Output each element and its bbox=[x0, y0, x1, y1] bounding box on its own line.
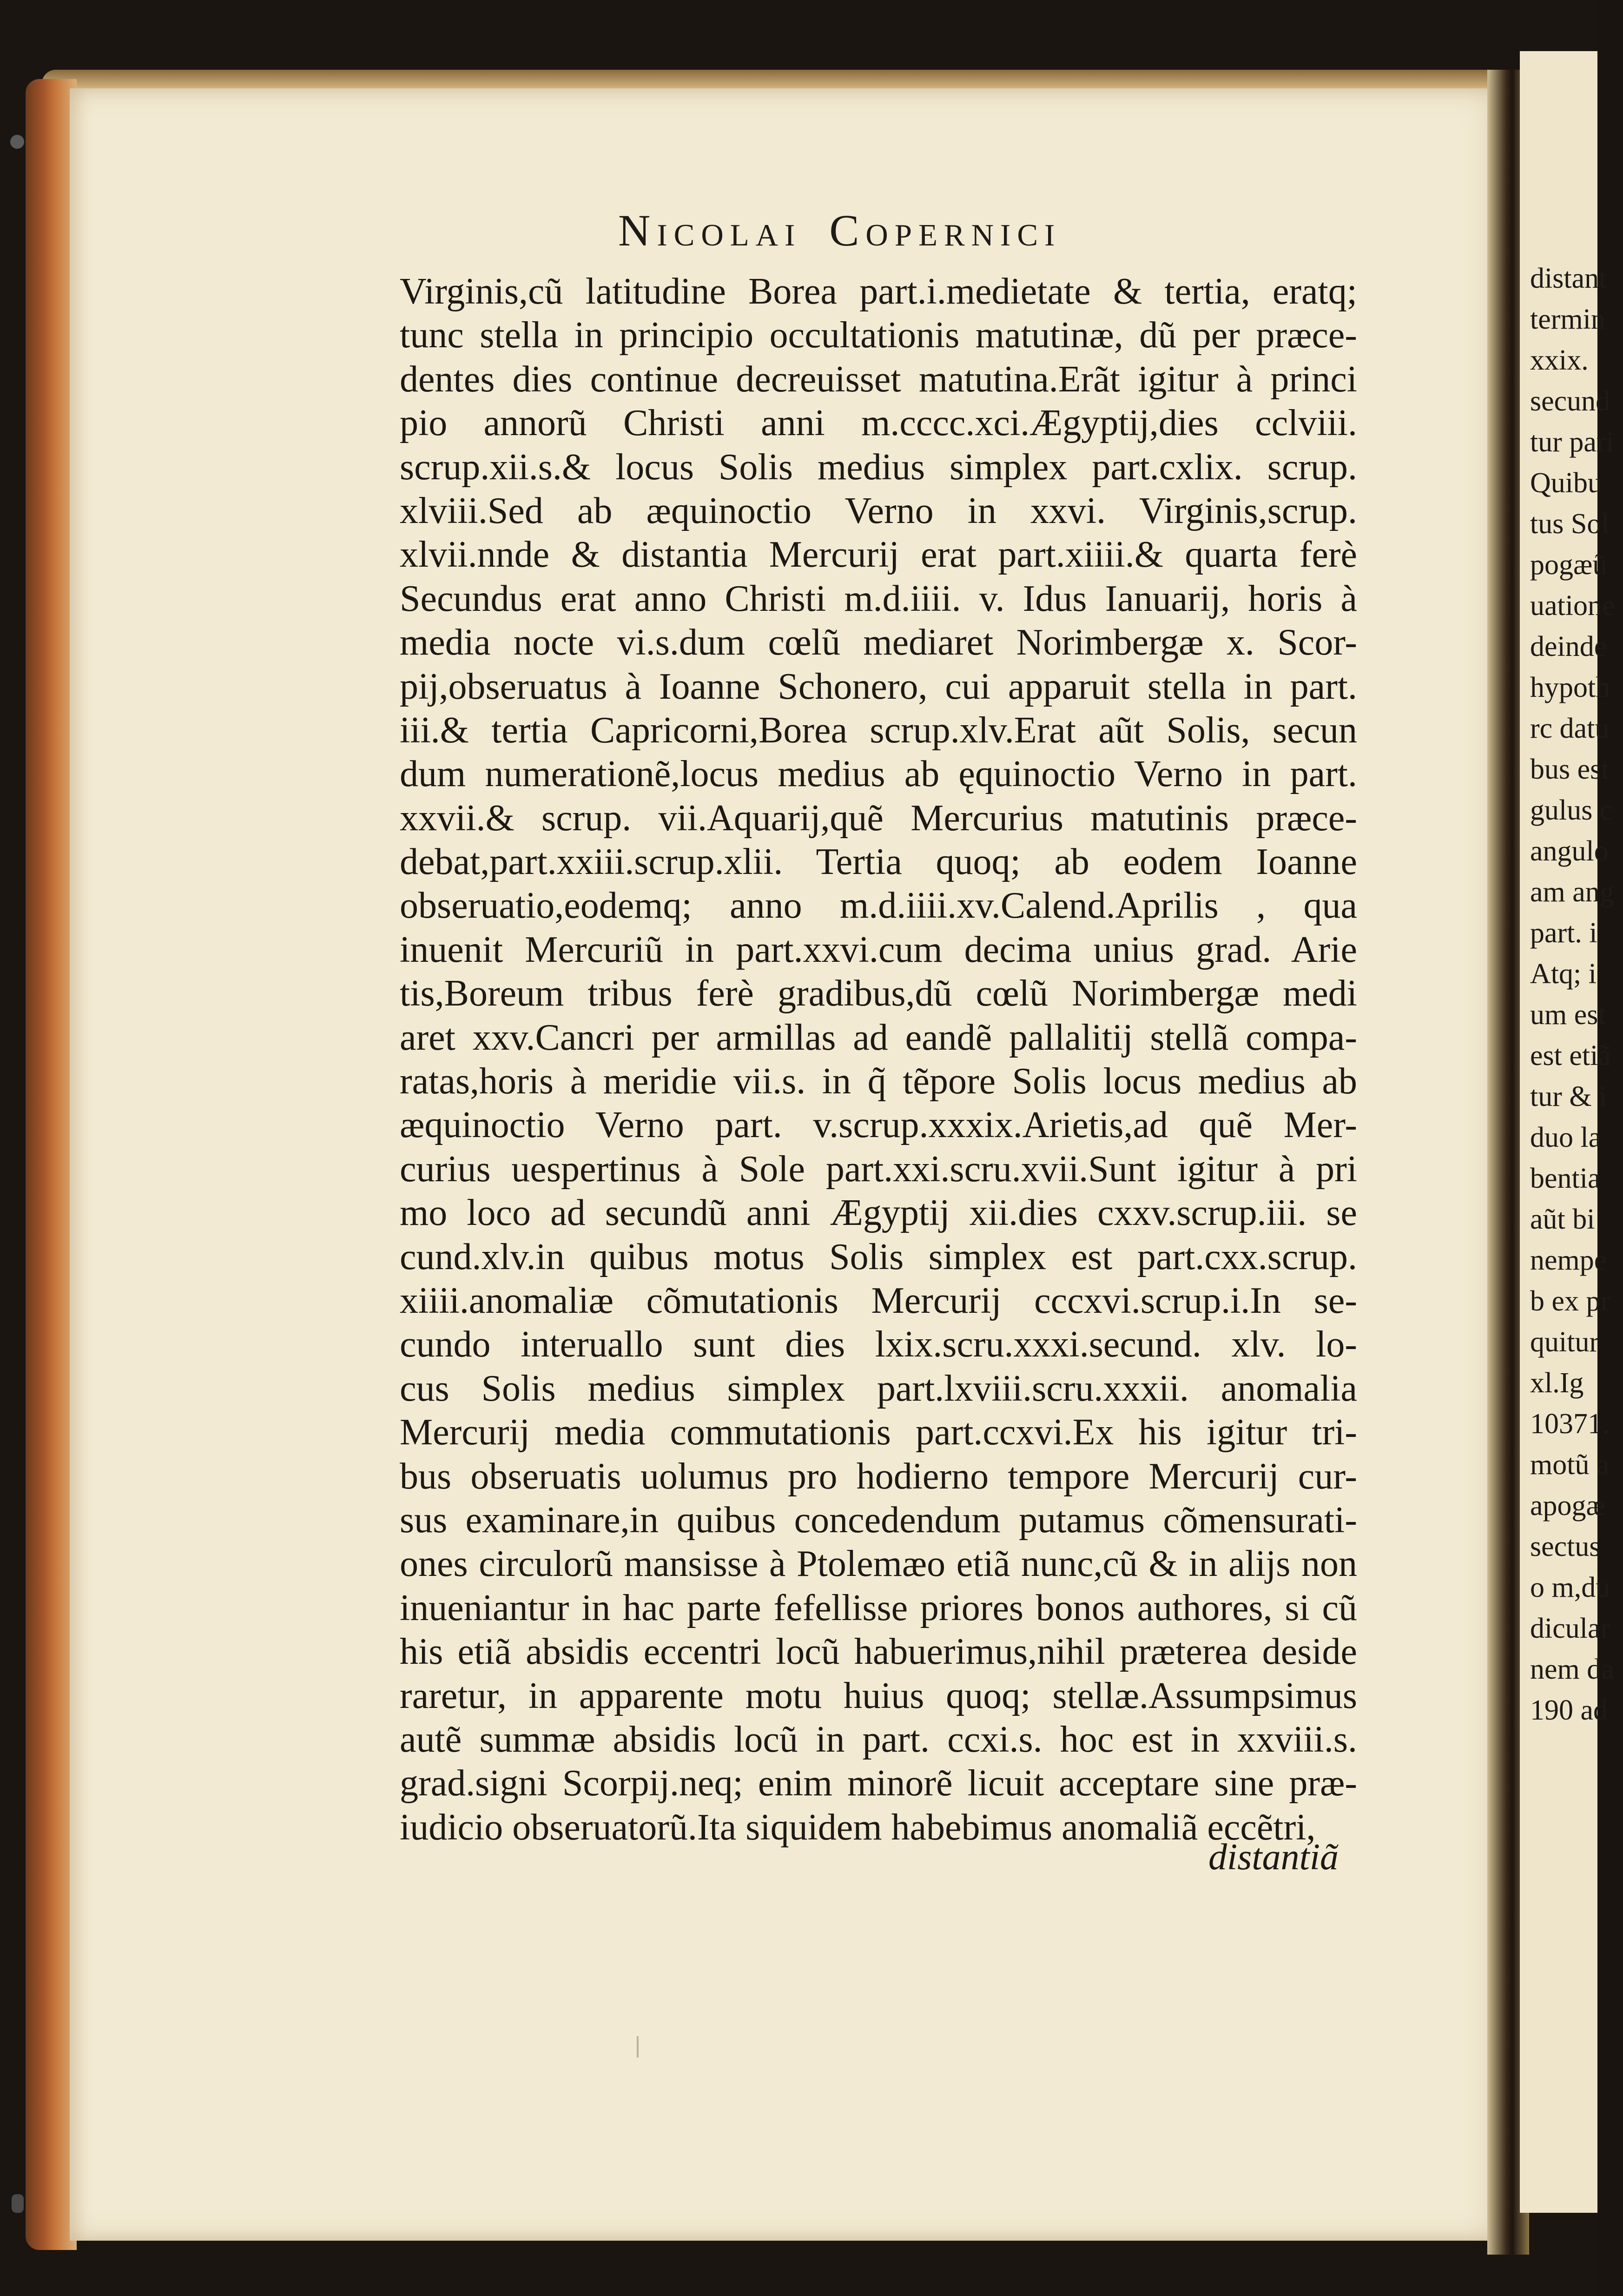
right-text-line: tur pari bbox=[1530, 426, 1614, 458]
text-line: pij,obseruatus à Ioanne Schonero, cui apparuit stella in part. bbox=[400, 666, 1357, 707]
right-text-line: nempe bbox=[1530, 1244, 1607, 1276]
right-text-line: deinde bbox=[1530, 631, 1607, 662]
right-text-line: apogæ bbox=[1530, 1490, 1605, 1522]
right-text-line: rc datu bbox=[1530, 713, 1610, 744]
text-line: xlviii.Sed ab æquinoctio Verno in xxvi. Virginis,scrup. bbox=[400, 490, 1357, 531]
right-text-line: b ex pr bbox=[1530, 1285, 1610, 1317]
running-head-word-2: Copernici bbox=[829, 205, 1062, 255]
text-line: tis,Boreum tribus ferè gradibus,dũ cœlũ Norimbergæ medi bbox=[400, 973, 1357, 1014]
right-page-text bbox=[1530, 258, 1623, 1731]
right-text-line: xl.Ig bbox=[1530, 1367, 1584, 1399]
right-text-line: est etiã bbox=[1530, 1040, 1611, 1072]
right-text-line: tus Sol bbox=[1530, 508, 1610, 540]
text-line: cus Solis medius simplex part.lxviii.scru.xxxii. anomalia bbox=[400, 1368, 1357, 1409]
main-text-block bbox=[400, 270, 1357, 1849]
right-text-line: 190 ad bbox=[1530, 1694, 1608, 1726]
right-text-line: hypoth bbox=[1530, 672, 1610, 703]
text-line: raretur, in apparente motu huius quoq; stellæ.Assumpsimus bbox=[400, 1675, 1357, 1716]
running-head-word-1: Nicolai bbox=[618, 205, 802, 255]
text-line: bus obseruatis uolumus pro hodierno tempore Mercurij cur- bbox=[400, 1456, 1357, 1497]
page-fore-edge bbox=[26, 79, 77, 2250]
right-text-line: pogæũ bbox=[1530, 549, 1607, 581]
right-text-line: um est bbox=[1530, 999, 1606, 1031]
text-line: obseruatio,eodemq; anno m.d.iiii.xv.Calend.Aprilis , qua bbox=[400, 885, 1357, 926]
text-line: iudicio obseruatorũ.Ita siquidem habebimus anomaliã eccẽtri, bbox=[400, 1806, 1316, 1848]
text-line: ratas,horis à meridie vii.s. in q̃ tẽpore Solis locus medius ab bbox=[400, 1061, 1357, 1102]
running-head bbox=[618, 205, 1176, 256]
text-line: Secundus erat anno Christi m.d.iiii. v. Idus Ianuarij, horis à bbox=[400, 578, 1357, 619]
right-text-line: duo la bbox=[1530, 1122, 1602, 1153]
right-text-line: distant bbox=[1530, 263, 1607, 294]
right-text-line: motũ a bbox=[1530, 1449, 1610, 1481]
text-line: cund.xlv.in quibus motus Solis simplex est part.cxx.scrup. bbox=[400, 1236, 1357, 1277]
text-line: cundo interuallo sunt dies lxix.scru.xxxi.secund. xlv. lo- bbox=[400, 1324, 1357, 1365]
text-line: sus examinare,in quibus concedendum putamus cõmensurati- bbox=[400, 1499, 1357, 1541]
right-text-line: bus est bbox=[1530, 754, 1610, 785]
text-line: scrup.xii.s.& locus Solis medius simplex part.cxlix. scrup. bbox=[400, 446, 1357, 488]
binding-mark-top bbox=[10, 135, 24, 149]
text-line: æquinoctio Verno part. v.scrup.xxxix.Arietis,ad quẽ Mer- bbox=[400, 1105, 1357, 1146]
text-line: pio annorũ Christi anni m.cccc.xci.Ægyptij,dies cclviii. bbox=[400, 403, 1357, 444]
right-text-line: part. i bbox=[1530, 917, 1597, 949]
text-line: aret xxv.Cancri per armillas ad eandẽ pallalitij stellã compa- bbox=[400, 1017, 1357, 1058]
text-line: dum numerationẽ,locus medius ab ęquinoctio Verno in part. bbox=[400, 754, 1357, 795]
text-line: ones circulorũ mansisse à Ptolemæo etiã nunc,cũ & in alijs non bbox=[400, 1543, 1357, 1585]
text-line: xxvii.& scrup. vii.Aquarij,quẽ Mercurius matutinis præce- bbox=[400, 797, 1357, 839]
right-text-line: aũt bi bbox=[1530, 1204, 1595, 1235]
right-text-line: Atq; i bbox=[1530, 958, 1597, 990]
right-text-line: uatione bbox=[1530, 590, 1615, 622]
text-line: Virginis,cũ latitudine Borea part.i.medietate & tertia, eratq; bbox=[400, 271, 1357, 312]
text-line: grad.signi Scorpij.neq; enim minorẽ licuit acceptare sine præ- bbox=[400, 1763, 1357, 1804]
text-line: dentes dies continue decreuisset matutina.Erãt igitur à princi bbox=[400, 358, 1357, 400]
right-text-line: dicular bbox=[1530, 1613, 1610, 1644]
right-text-line: am ang bbox=[1530, 876, 1614, 908]
binding-mark-bottom bbox=[12, 2194, 24, 2213]
right-text-line: termin bbox=[1530, 304, 1605, 335]
right-text-line: quitur bbox=[1530, 1326, 1599, 1358]
right-text-line: Quibu bbox=[1530, 467, 1602, 499]
right-text-line: bentia bbox=[1530, 1163, 1601, 1194]
text-line: inuenit Mercuriũ in part.xxvi.cum decima unius grad. Arie bbox=[400, 929, 1357, 970]
right-text-line: gulus c bbox=[1530, 794, 1613, 826]
right-text-line: angulo bbox=[1530, 835, 1609, 867]
text-line: autẽ summæ absidis locũ in part. ccxi.s. hoc est in xxviii.s. bbox=[400, 1719, 1357, 1760]
text-line: xiiii.anomaliæ cõmutationis Mercurij cccxvi.scrup.i.In se- bbox=[400, 1280, 1357, 1321]
text-line: tunc stella in principio occultationis matutinæ, dũ per præce- bbox=[400, 315, 1357, 356]
right-text-line: nem da bbox=[1530, 1654, 1614, 1685]
text-line: debat,part.xxiii.scrup.xlii. Tertia quoq; ab eodem Ioanne bbox=[400, 841, 1357, 883]
right-text-line: o m,du bbox=[1530, 1572, 1610, 1603]
text-line: inueniantur in hac parte fefellisse priores bonos authores, si cũ bbox=[400, 1587, 1357, 1628]
text-line: curius uespertinus à Sole part.xxi.scru.xvii.Sunt igitur à pri bbox=[400, 1148, 1357, 1190]
right-text-line: secund bbox=[1530, 385, 1610, 417]
right-text-line: xxix. bbox=[1530, 344, 1589, 376]
catchword: distantiã bbox=[1208, 1837, 1339, 1878]
paper-mark bbox=[637, 2036, 639, 2058]
right-text-line: tur & i bbox=[1530, 1081, 1607, 1112]
right-text-line: 10371. bbox=[1530, 1408, 1610, 1440]
text-line: Mercurij media commutationis part.ccxvi.Ex his igitur tri- bbox=[400, 1412, 1357, 1453]
right-text-line: sectus bbox=[1530, 1531, 1601, 1562]
text-line: xlvii.nnde & distantia Mercurij erat part.xiiii.& quarta ferè bbox=[400, 534, 1357, 576]
text-line: his etiã absidis eccentri locũ habuerimus,nihil præterea deside bbox=[400, 1631, 1357, 1673]
text-line: iii.& tertia Capricorni,Borea scrup.xlv.Erat aũt Solis, secun bbox=[400, 709, 1357, 751]
text-line: media nocte vi.s.dum cœlũ mediaret Norimbergæ x. Scor- bbox=[400, 622, 1357, 663]
text-line: mo loco ad secundũ anni Ægyptij xii.dies cxxv.scrup.iii. se bbox=[400, 1192, 1357, 1234]
